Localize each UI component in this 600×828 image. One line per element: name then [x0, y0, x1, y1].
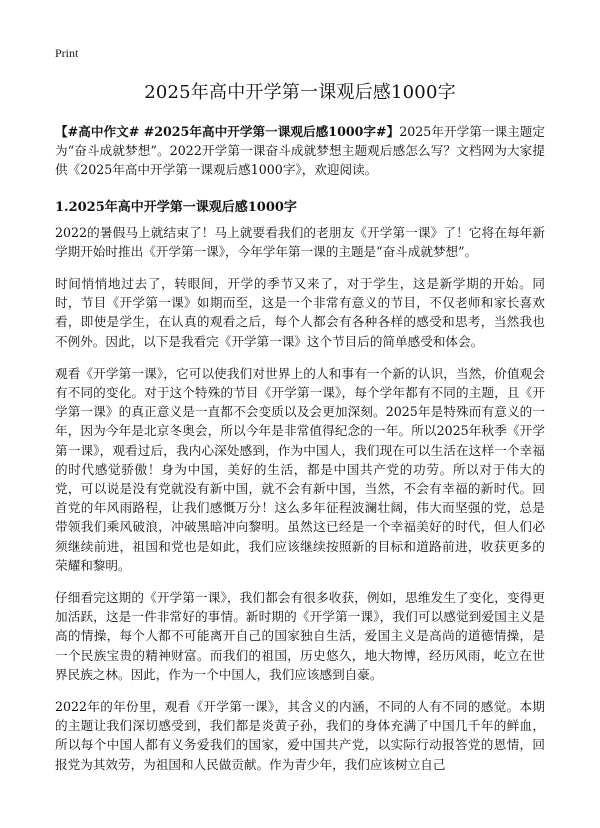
section-heading: 1.2025年高中开学第一课观后感1000字: [55, 199, 297, 215]
article-body: [55, 122, 545, 787]
paragraph-1: 2022的暑假马上就结束了！马上就要看我们的老朋友《开学第一课》了！它将在每年新学期开始时推出《开学第一课》，今年学年第一课的主题是“奋斗成就梦想”。: [55, 224, 545, 259]
lead-paragraph: [55, 122, 545, 180]
paragraph-4: 仔细看完这期的《开学第一课》，我们都会有很多收获，例如，思维发生了变化，变得更加活跃，这是一件非常好的事情。新时期的《开学第一课》，我们可以感觉到爱国主义是高的情操，每个人都不可能离开自己的国家独自生活，爱国主义是高尚的道德情操，是一个民族宝贵的精神财富。而我们的祖国，历史悠久，地大物博，经历风雨，屹立在世界民族之林。因此，作为一个中国人，我们应该感到自豪。: [55, 590, 545, 682]
paragraph-2: 时间悄悄地过去了，转眼间，开学的季节又来了，对于学生，这是新学期的开始。同时，节目《开学第一课》如期而至，这是一个非常有意义的节目，不仅老师和家长喜欢看，即使是学生，在认真的观看之后，每个人都会有各种各样的感受和思考，当然我也不例外。因此，以下是我看完《开学第一课》这个节目后的简单感受和体会。: [55, 276, 545, 349]
lead-tag: 【#高中作文# #2025年高中开学第一课观后感1000字#】: [55, 124, 400, 139]
paragraph-5: 2022年的年份里，观看《开学第一课》，其含义的内涵，不同的人有不同的感觉。本期的主题让我们深切感受到，我们都是炎黄子孙，我们的身体充满了中国几千年的鲜血，所以每个中国人都有义务爱我们的国家，爱中国共产党，以实际行动报答党的恩情，回报党为其效劳，为祖国和人民做贡献。作为青少年，我们应该树立自己: [55, 699, 545, 772]
print-link[interactable]: Print: [55, 46, 79, 60]
page-title: 2025年高中开学第一课观后感1000字: [144, 82, 456, 103]
paragraph-3: 观看《开学第一课》，它可以使我们对世界上的人和事有一个新的认识，当然，价值观会有不同的变化。对于这个特殊的节目《开学第一课》，每个学年都有不同的主题，且《开学第一课》的真正意义是一直都不会变质以及会更加深刻。2025年是特殊而有意义的一年，因为今年是北京冬奥会，所以今年是非常值得纪念的一年。所以2025年秋季《开学第一课》，观看过后，我内心深处感到，作为中国人，我们现在可以生活在这样一个幸福的时代感觉骄傲！身为中国，美好的生活，都是中国共产党的功劳。所以对于伟大的党，可以说是没有党就没有新中国，就不会有新中国，当然，不会有幸福的新时代。回首党的年风雨路程，让我们感慨万分！这么多年征程波澜壮阔，伟大而坚强的党，总是带领我们乘风破浪，冲破黑暗冲向黎明。虽然这已经是一个幸福美好的时代，但人们必须继续前进，祖国和党也是如此，我们应该继续按照新的目标和道路前进，收获更多的荣耀和黎明。: [55, 365, 545, 573]
lead-text: 2025年开学第一课主题定为“奋斗成就梦想”。2022开学第一课奋斗成就梦想主题观后感怎么写？文档网为大家提供《2025年高中开学第一课观后感1000字》，欢迎阅读。: [55, 124, 545, 178]
